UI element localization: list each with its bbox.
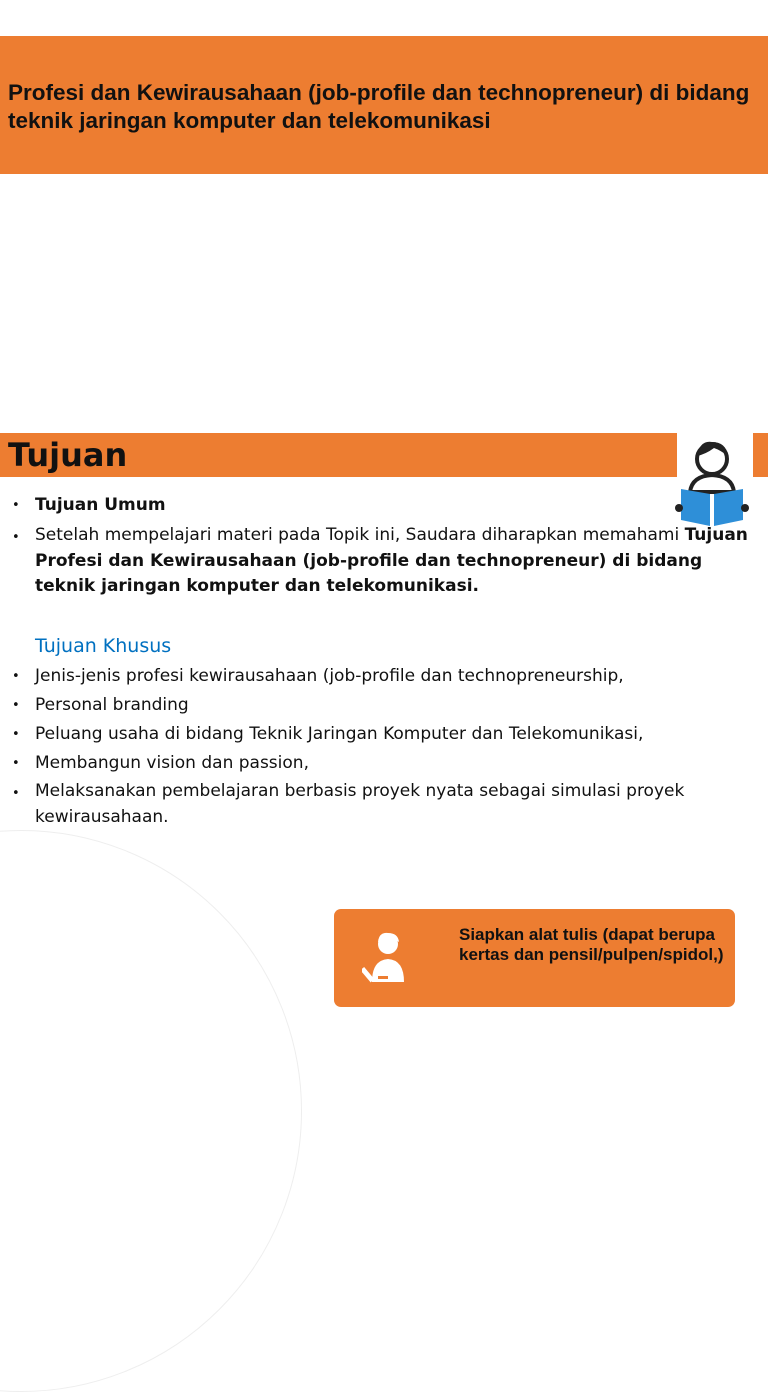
decorative-arc — [0, 830, 302, 1392]
bullet-marker: • — [12, 530, 20, 545]
bullet-marker: • — [12, 498, 20, 513]
tujuan-umum-intro: Setelah mempelajari materi pada Topik ini, Saudara diharapkan memahami — [35, 525, 685, 545]
list-item: Membangun vision dan passion, — [35, 753, 309, 773]
list-item: Melaksanakan pembelajaran berbasis proyek nyata sebagai simulasi proyek kewirausahaan. — [35, 781, 685, 827]
person-writing-icon — [362, 932, 412, 984]
tujuan-khusus-heading: Tujuan Khusus — [35, 635, 172, 657]
list-item: Peluang usaha di bidang Teknik Jaringan Komputer dan Telekomunikasi, — [35, 724, 644, 744]
list-item: Jenis-jenis profesi kewirausahaan (job-profile dan technopreneurship, — [35, 666, 624, 686]
bullet-marker: • — [12, 698, 20, 713]
bullet-marker: • — [12, 669, 20, 684]
page-title: Profesi dan Kewirausahaan (job-profile dan technopreneur) di bidang teknik jaringan komputer dan telekomunikasi — [8, 80, 750, 133]
bullet-marker: • — [12, 727, 20, 742]
tujuan-umum-label: Tujuan Umum — [35, 495, 166, 515]
section-header-bar-end — [753, 433, 768, 477]
bullet-marker: • — [12, 756, 20, 771]
list-item: Personal branding — [35, 695, 189, 715]
tujuan-umum-emphasis: Tujuan Profesi dan Kewirausahaan (job-profile dan technopreneur) di bidang teknik jaringan komputer dan telekomunikasi. — [35, 525, 748, 596]
note-text: Siapkan alat tulis (dapat berupa kertas dan pensil/pulpen/spidol,) — [459, 925, 724, 964]
tujuan-umum-description — [35, 523, 760, 600]
bullet-marker: • — [12, 786, 20, 801]
section-heading-tujuan: Tujuan — [8, 436, 128, 474]
